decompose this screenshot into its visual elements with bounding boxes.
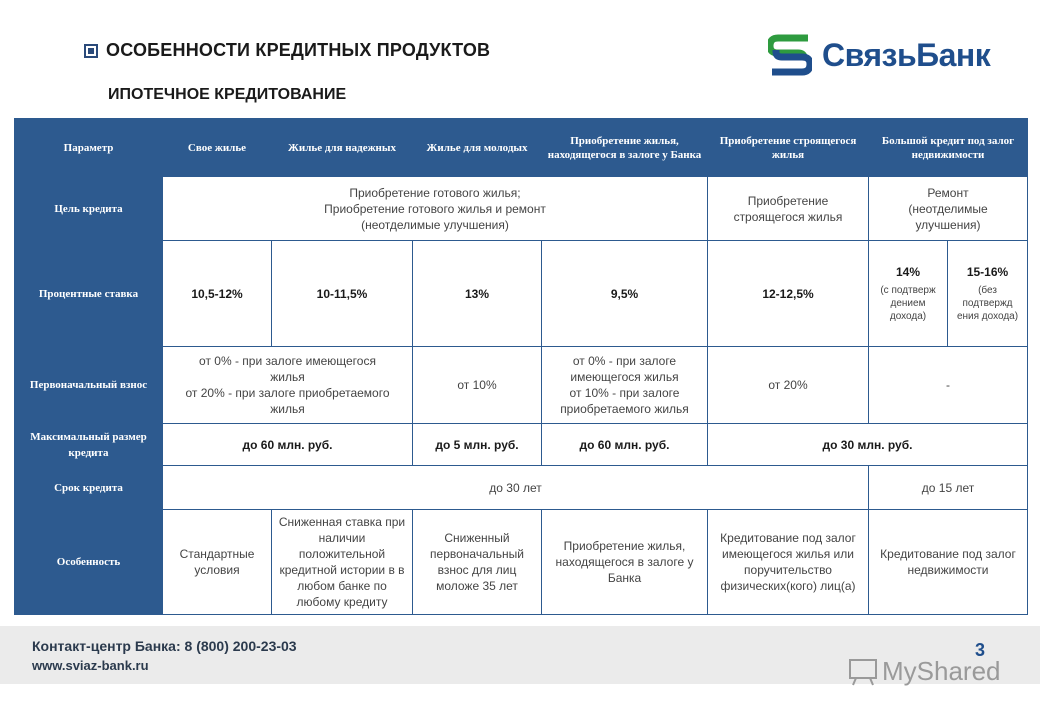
bank-logo-icon: [768, 34, 812, 76]
mortgage-products-table: [14, 118, 1028, 615]
slide-subtitle: ИПОТЕЧНОЕ КРЕДИТОВАНИЕ: [108, 86, 347, 103]
checkbox-bullet-icon: [84, 44, 98, 58]
header-cell: Приобретение строящегося жилья: [708, 119, 869, 177]
table-cell: Стандартные условия: [163, 510, 272, 615]
rate-value: 15-16%: [966, 265, 1009, 279]
rate-note: (с подтверж дением дохода): [880, 285, 936, 322]
table-cell: [869, 241, 948, 347]
cell-line: Приобретение готового жилья и ремонт (неотделимые улучшения): [324, 201, 546, 232]
table-row: [15, 510, 1028, 615]
cell-line: от 0% - при залоге имеющегося жилья: [570, 354, 679, 384]
row-label: Срок кредита: [15, 466, 163, 510]
page-number: 3: [975, 640, 986, 660]
row-label: Особенность: [15, 510, 163, 615]
table-cell: [948, 241, 1028, 347]
table-cell: [163, 347, 413, 424]
table-cell: до 60 млн. руб.: [163, 424, 413, 466]
cell-line: от 0% - при залоге имеющегося жилья: [199, 354, 376, 384]
row-label: Цель кредита: [15, 177, 163, 241]
row-label: Процентные ставка: [15, 241, 163, 347]
table-cell: Приобретение строящегося жилья: [708, 177, 869, 241]
table-cell: 9,5%: [542, 241, 708, 347]
rate-value: 14%: [895, 265, 921, 279]
contact-center: Контакт-центр Банка: 8 (800) 200-23-03: [32, 638, 297, 654]
header-cell: Приобретение жилья, находящегося в залоге у Банка: [542, 119, 708, 177]
table-cell: Ремонт (неотделимые улучшения): [869, 177, 1028, 241]
table-header-row: [15, 119, 1028, 177]
slide-title: [84, 40, 490, 61]
table-cell: от 10%: [413, 347, 542, 424]
table-row: [15, 241, 1028, 347]
header-cell: Большой кредит под залог недвижимости: [869, 119, 1028, 177]
table-cell: -: [869, 347, 1028, 424]
table-cell: до 15 лет: [869, 466, 1028, 510]
table-cell: Приобретение жилья, находящегося в залоге у Банка: [542, 510, 708, 615]
table-cell: до 30 млн. руб.: [708, 424, 1028, 466]
rate-note: (без подтвержд ения дохода): [956, 285, 1019, 322]
table-cell: Сниженная ставка при наличии положительной кредитной истории в в любом банке по любому кредиту: [272, 510, 413, 615]
table-cell: 13%: [413, 241, 542, 347]
header-cell: Жилье для молодых: [413, 119, 542, 177]
bank-logo: [768, 34, 990, 76]
table-cell: 10,5-12%: [163, 241, 272, 347]
cell-line: от 10% - при залоге приобретаемого жилья: [560, 386, 689, 416]
website-link[interactable]: www.sviaz-bank.ru: [32, 658, 149, 673]
row-label: Максимальный размер кредита: [15, 424, 163, 466]
cell-line: Приобретение готового жилья;: [349, 185, 521, 200]
watermark: [848, 656, 1001, 687]
table-cell: до 5 млн. руб.: [413, 424, 542, 466]
table-cell: до 30 лет: [163, 466, 869, 510]
table-row: [15, 424, 1028, 466]
table-cell: до 60 млн. руб.: [542, 424, 708, 466]
row-label: Первоначальный взнос: [15, 347, 163, 424]
table-cell: Сниженный первоначальный взнос для лиц моложе 35 лет: [413, 510, 542, 615]
table-cell: Кредитование под залог недвижимости: [869, 510, 1028, 615]
slide-title-text: ОСОБЕННОСТИ КРЕДИТНЫХ ПРОДУКТОВ: [106, 40, 491, 60]
table-cell: 10-11,5%: [272, 241, 413, 347]
table-row: [15, 466, 1028, 510]
bank-logo-text: СвязьБанк: [822, 36, 991, 73]
watermark-text: MyShared: [882, 656, 1001, 686]
table-row: [15, 177, 1028, 241]
table-cell: 12-12,5%: [708, 241, 869, 347]
cell-line: от 20% - при залоге приобретаемого жилья: [185, 386, 390, 416]
table-cell: [163, 177, 708, 241]
header-cell: Параметр: [15, 119, 163, 177]
header-cell: Жилье для надежных: [272, 119, 413, 177]
table-cell: Кредитование под залог имеющегося жилья или поручительство физических(кого) лиц(а): [708, 510, 869, 615]
table-cell: от 20%: [708, 347, 869, 424]
chalkboard-icon: [848, 658, 878, 686]
header-cell: Свое жилье: [163, 119, 272, 177]
table-cell: [542, 347, 708, 424]
table-row: [15, 347, 1028, 424]
